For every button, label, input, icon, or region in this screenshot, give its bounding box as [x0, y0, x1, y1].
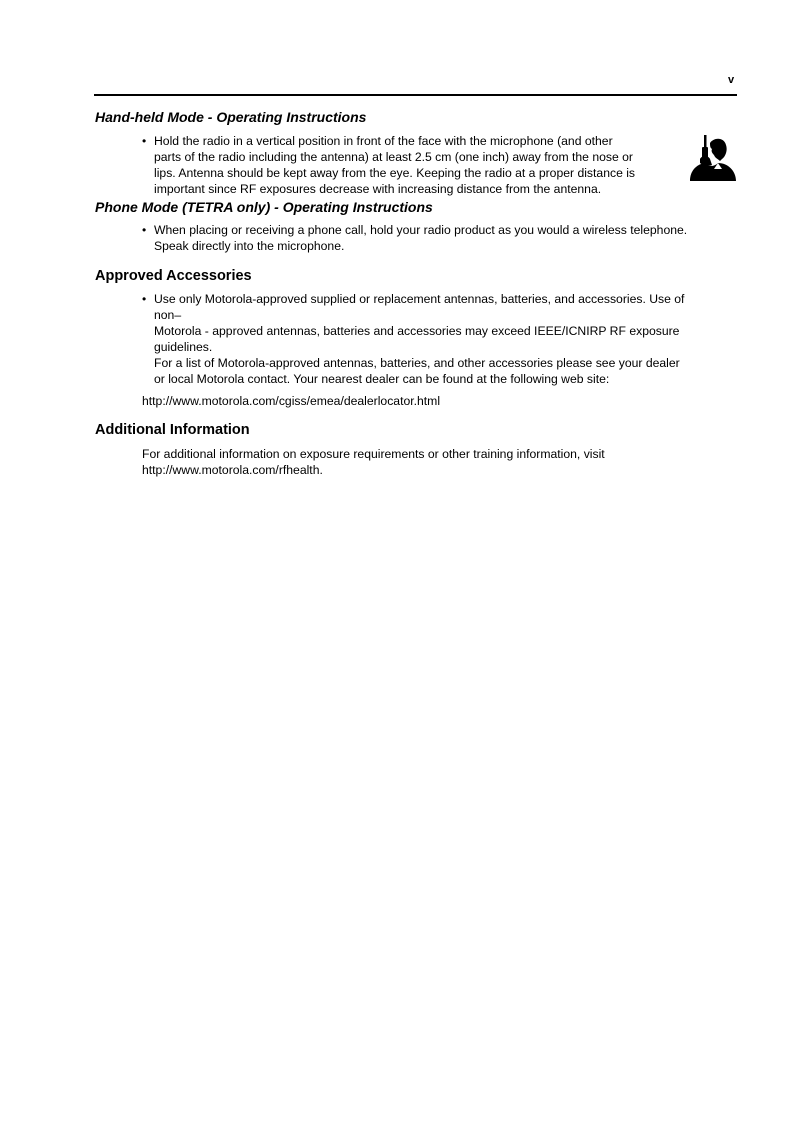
accessories-bullet-item — [142, 291, 684, 387]
phone-bullet-item — [142, 222, 687, 254]
accessories-line: guidelines. — [154, 340, 213, 354]
accessories-line: Use only Motorola-approved supplied or replacement antennas, batteries, and accessories. Use of — [154, 292, 685, 306]
dealer-locator-link[interactable]: http://www.motorola.com/cgiss/emea/dealerlocator.html — [142, 394, 441, 408]
bullet-icon: • — [142, 134, 147, 148]
handheld-bullet-item — [142, 133, 635, 197]
accessories-line: non– — [154, 308, 182, 322]
handheld-line: lips. Antenna should be kept away from the eye. Keeping the radio at a proper distance is — [154, 166, 636, 180]
accessories-line: For a list of Motorola-approved antennas, batteries, and other accessories please see your dealer — [154, 356, 680, 370]
phone-line: When placing or receiving a phone call, hold your radio product as you would a wireless telephone. — [154, 223, 688, 237]
additional-information-text — [142, 446, 605, 478]
person-holding-radio-icon — [684, 133, 738, 181]
page-number: v — [728, 74, 735, 86]
handheld-heading: Hand-held Mode - Operating Instructions — [95, 109, 367, 125]
bullet-icon: • — [142, 292, 147, 306]
additional-information-heading: Additional Information — [95, 422, 250, 438]
additional-line: For additional information on exposure requirements or other training information, visit — [142, 447, 605, 461]
handheld-line: parts of the radio including the antenna) at least 2.5 cm (one inch) away from the nose or — [154, 150, 633, 164]
approved-accessories-heading: Approved Accessories — [95, 268, 252, 284]
handheld-line: important since RF exposures decrease with increasing distance from the antenna. — [154, 182, 602, 196]
rfhealth-link[interactable]: http://www.motorola.com/rfhealth. — [142, 463, 323, 477]
accessories-line: Motorola - approved antennas, batteries and accessories may exceed IEEE/ICNIRP RF exposure — [154, 324, 680, 338]
phone-mode-heading: Phone Mode (TETRA only) - Operating Instructions — [95, 199, 433, 215]
bullet-icon: • — [142, 223, 147, 237]
accessories-line: or local Motorola contact. Your nearest dealer can be found at the following web site: — [154, 372, 610, 386]
header-rule — [94, 94, 737, 96]
handheld-line: Hold the radio in a vertical position in front of the face with the microphone (and other — [154, 134, 613, 148]
phone-line: Speak directly into the microphone. — [154, 239, 345, 253]
